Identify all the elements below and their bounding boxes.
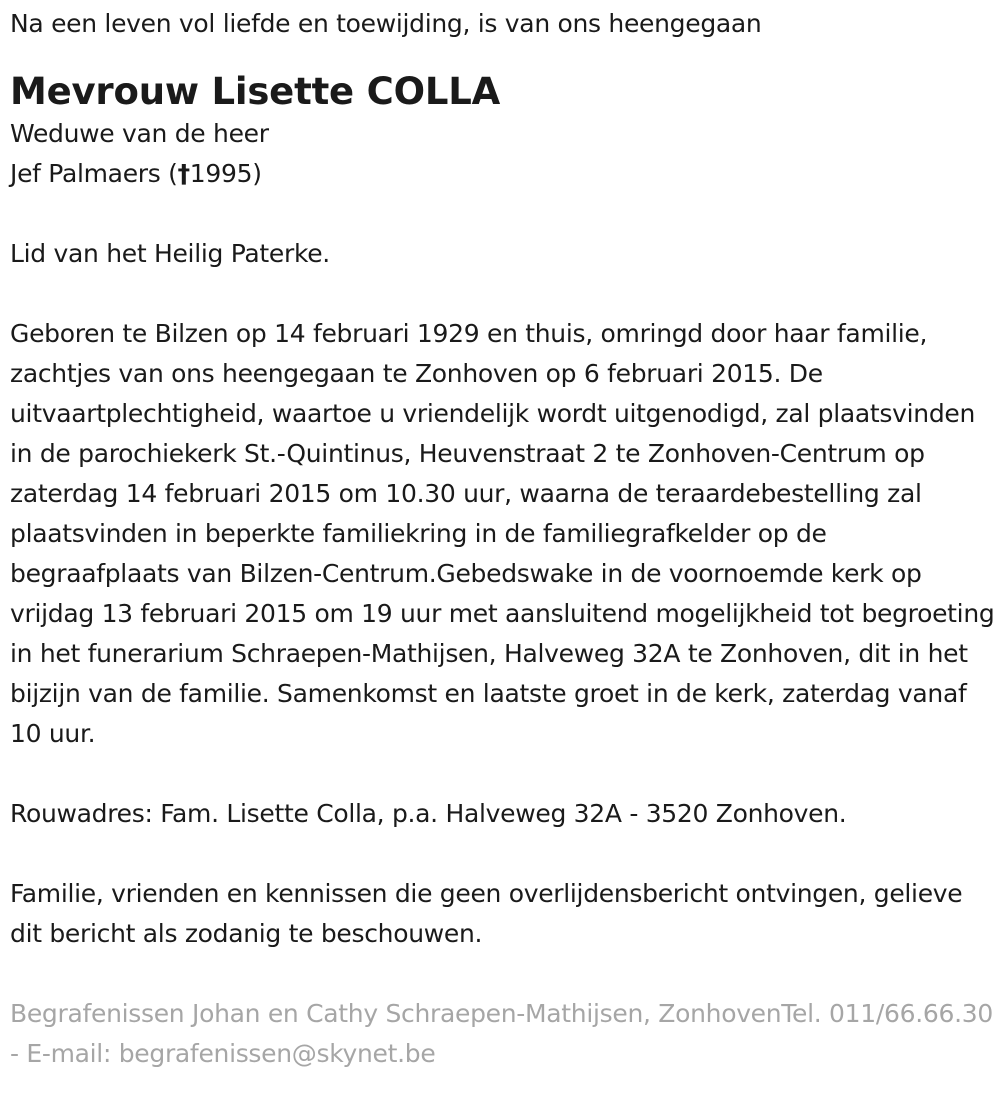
obituary-notice (10, 4, 995, 1074)
spouse-name: Jef Palmaers ( (10, 159, 178, 188)
cross-icon: † (177, 159, 190, 188)
spouse-line (10, 154, 995, 194)
mourning-address: Rouwadres: Fam. Lisette Colla, p.a. Halveweg 32A - 3520 Zonhoven. (10, 799, 847, 828)
spouse-year: 1995) (189, 159, 262, 188)
funeral-details-text: Geboren te Bilzen op 14 februari 1929 en thuis, omringd door haar familie, zachtjes van ons heengegaan te Zonhoven op 6 februari 2015. De uitvaartplechtigheid, waartoe u vriendelijk wordt uitgenodigd, zal plaatsvinden in de parochiekerk St.-Quintinus, Heuvenstraat 2 te Zonhoven-Centrum op zaterdag 14 februari 2015 om 10.30 uur, waarna de teraardebestelling zal plaatsvinden in beperkte familiekring in de familiegrafkelder op de begraafplaats van Bilzen-Centrum.Gebedswake in de voornoemde kerk op vrijdag 13 februari 2015 om 19 uur met aansluitend mogelijkheid tot begroeting in het funerarium Schraepen-Mathijsen, Halveweg 32A te Zonhoven, dit in het bijzijn van de familie. Samenkomst en laatste groet in de kerk, zaterdag vanaf 10 uur. (10, 319, 995, 748)
intro-text: Na een leven vol liefde en toewijding, is van ons heengegaan (10, 9, 762, 38)
family-note: Familie, vrienden en kennissen die geen overlijdensbericht ontvingen, gelieve dit bericht als zodanig te beschouwen. (10, 879, 963, 948)
deceased-name: Mevrouw Lisette COLLA (10, 70, 501, 113)
funeral-home-footer: Begrafenissen Johan en Cathy Schraepen-Mathijsen, ZonhovenTel. 011/66.66.30 - E-mail: begrafenissen@skynet.be (10, 999, 993, 1068)
membership-text: Lid van het Heilig Paterke. (10, 239, 330, 268)
widow-of-text: Weduwe van de heer (10, 119, 269, 148)
